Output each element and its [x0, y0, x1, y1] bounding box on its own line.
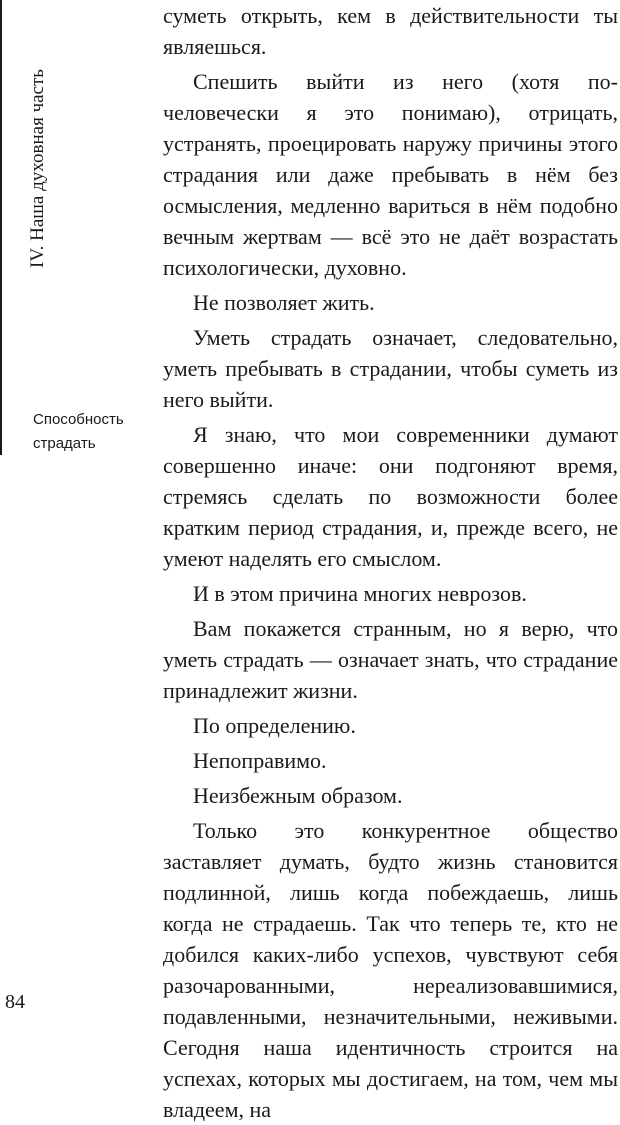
- paragraph-6: И в этом причина многих неврозов.: [193, 581, 527, 606]
- margin-note: [33, 408, 124, 456]
- margin-note-line-1: Способность: [33, 411, 124, 428]
- paragraph-3: Не позволяет жить.: [193, 290, 375, 315]
- running-head: [14, 18, 48, 268]
- paragraph-2: Спешить выйти из него (хотя по-человечески я это понимаю), отрицать, устранять, проецировать наружу причины этого страдания или даже пребывать в нём без осмысления, медленно вариться в нём подобно вечным жертвам — всё это не даёт возрастать психологически, духовно.: [163, 69, 618, 280]
- paragraph-10: Неизбежным образом.: [193, 783, 403, 808]
- margin-rule: [0, 0, 2, 455]
- running-head-text: IV. Наша духовная часть: [27, 69, 48, 268]
- paragraph-9: Непоправимо.: [193, 748, 327, 773]
- paragraph-7: Вам покажется странным, но я верю, что уметь страдать — означает знать, что страдание принадлежит жизни.: [163, 616, 618, 703]
- paragraph-4: Уметь страдать означает, следовательно, уметь пребывать в страдании, чтобы суметь из него выйти.: [163, 325, 618, 412]
- page-number: 84: [5, 991, 25, 1013]
- paragraph-11: Только это конкурентное общество заставляет думать, будто жизнь становится подлинной, лишь когда побеждаешь, лишь когда не страдаешь. Так что теперь те, кто не добился каких-либо успехов, чувствуют себя разочарованными, нереализовавшимися, подавленными, незначительными, неживыми. Сегодня наша идентичность строится на успехах, которых мы достигаем, на том, чем мы владеем, на: [163, 818, 618, 1122]
- main-text: [163, 0, 618, 1125]
- margin-note-line-2: страдать: [33, 435, 96, 452]
- paragraph-8: По определению.: [193, 713, 356, 738]
- paragraph-1: суметь открыть, кем в действительности ты являешься.: [163, 3, 618, 59]
- paragraph-5: Я знаю, что мои современники думают совершенно иначе: они подгоняют время, стремясь сделать по возможности более кратким период страдания, и, прежде всего, не умеют наделять его смыслом.: [163, 422, 618, 571]
